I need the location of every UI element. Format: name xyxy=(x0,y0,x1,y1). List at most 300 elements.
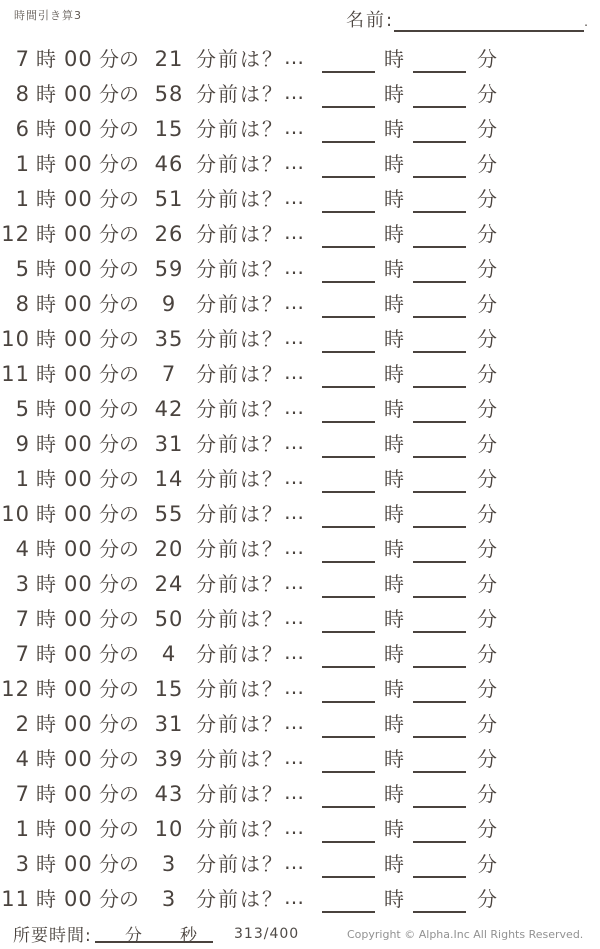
minutes-before-value: 42 xyxy=(154,397,184,421)
minutes-before-value: 59 xyxy=(154,257,184,281)
minutes-before-value: 10 xyxy=(154,817,184,841)
zero-minutes-value: 00 xyxy=(64,852,93,876)
question-label: 分前は？ xyxy=(196,677,284,701)
answer-hour-blank[interactable] xyxy=(322,716,375,738)
hour-unit-label: 時 xyxy=(36,852,56,876)
start-hour-value: 3 xyxy=(15,852,30,876)
answer-hour-blank[interactable] xyxy=(322,261,375,283)
answer-hour-unit-label: 時 xyxy=(384,607,404,631)
answer-hour-blank[interactable] xyxy=(322,576,375,598)
zero-minutes-value: 00 xyxy=(64,327,93,351)
hour-unit-label: 時 xyxy=(36,292,56,316)
ellipsis: … xyxy=(284,570,304,594)
start-hour-value: 6 xyxy=(15,117,30,141)
problem-row xyxy=(0,221,600,256)
zero-minutes-value: 00 xyxy=(64,747,93,771)
question-label: 分前は？ xyxy=(196,362,284,386)
hour-unit-label: 時 xyxy=(36,887,56,911)
answer-hour-unit-label: 時 xyxy=(384,187,404,211)
name-label: 名前: xyxy=(346,10,395,31)
ellipsis: … xyxy=(284,850,304,874)
hour-unit-label: 時 xyxy=(36,607,56,631)
ellipsis: … xyxy=(284,675,304,699)
answer-hour-blank[interactable] xyxy=(322,191,375,213)
question-label: 分前は？ xyxy=(196,887,284,911)
answer-minute-unit-label: 分 xyxy=(477,257,497,281)
ellipsis: … xyxy=(284,255,304,279)
hour-unit-label: 時 xyxy=(36,327,56,351)
hour-unit-label: 時 xyxy=(36,467,56,491)
question-label: 分前は？ xyxy=(196,257,284,281)
answer-minute-blank[interactable] xyxy=(413,611,466,633)
elapsed-time-blank[interactable] xyxy=(95,918,213,946)
answer-hour-blank[interactable] xyxy=(322,331,375,353)
answer-hour-unit-label: 時 xyxy=(384,502,404,526)
start-hour-value: 1 xyxy=(15,467,30,491)
ellipsis: … xyxy=(284,605,304,629)
answer-hour-blank[interactable] xyxy=(322,681,375,703)
zero-minutes-value: 00 xyxy=(64,642,93,666)
answer-minute-blank[interactable] xyxy=(413,856,466,878)
zero-minutes-value: 00 xyxy=(64,292,93,316)
start-hour-value: 5 xyxy=(15,257,30,281)
minutes-before-value: 3 xyxy=(161,887,177,911)
answer-hour-blank[interactable] xyxy=(322,226,375,248)
answer-hour-blank[interactable] xyxy=(322,611,375,633)
minutes-before-value: 15 xyxy=(154,117,184,141)
question-label: 分前は？ xyxy=(196,432,284,456)
problem-row xyxy=(0,606,600,641)
answer-hour-blank[interactable] xyxy=(322,751,375,773)
start-hour-value: 11 xyxy=(1,887,30,911)
answer-minute-blank[interactable] xyxy=(413,751,466,773)
problem-row xyxy=(0,886,600,921)
minutes-before-value: 3 xyxy=(161,852,177,876)
minutes-before-value: 4 xyxy=(161,642,177,666)
minutes-of-label: 分の xyxy=(99,47,139,71)
hour-unit-label: 時 xyxy=(36,82,56,106)
ellipsis: … xyxy=(284,220,304,244)
minutes-before-value: 43 xyxy=(154,782,184,806)
minutes-of-label: 分の xyxy=(99,397,139,421)
answer-minute-blank[interactable] xyxy=(413,191,466,213)
problem-row xyxy=(0,431,600,466)
name-line-end-dot: . xyxy=(584,15,588,29)
answer-hour-blank[interactable] xyxy=(322,786,375,808)
problem-row xyxy=(0,501,600,536)
hour-unit-label: 時 xyxy=(36,257,56,281)
ellipsis: … xyxy=(284,885,304,909)
answer-minute-blank[interactable] xyxy=(413,366,466,388)
question-label: 分前は？ xyxy=(196,852,284,876)
answer-hour-unit-label: 時 xyxy=(384,747,404,771)
minutes-of-label: 分の xyxy=(99,712,139,736)
elapsed-minutes-unit: 分 xyxy=(125,926,142,946)
problem-row xyxy=(0,746,600,781)
ellipsis: … xyxy=(284,815,304,839)
start-hour-value: 7 xyxy=(15,47,30,71)
problem-row xyxy=(0,711,600,746)
minutes-before-value: 55 xyxy=(154,502,184,526)
ellipsis: … xyxy=(284,500,304,524)
minutes-before-value: 46 xyxy=(154,152,184,176)
answer-minute-unit-label: 分 xyxy=(477,887,497,911)
minutes-before-value: 14 xyxy=(154,467,184,491)
problem-row xyxy=(0,466,600,501)
answer-minute-unit-label: 分 xyxy=(477,852,497,876)
problems-list xyxy=(0,46,600,921)
question-label: 分前は？ xyxy=(196,572,284,596)
start-hour-value: 12 xyxy=(1,677,30,701)
start-hour-value: 10 xyxy=(1,327,30,351)
minutes-of-label: 分の xyxy=(99,852,139,876)
zero-minutes-value: 00 xyxy=(64,712,93,736)
ellipsis: … xyxy=(284,115,304,139)
answer-minute-blank[interactable] xyxy=(413,646,466,668)
start-hour-value: 12 xyxy=(1,222,30,246)
answer-minute-blank[interactable] xyxy=(413,506,466,528)
minutes-before-value: 39 xyxy=(154,747,184,771)
answer-minute-unit-label: 分 xyxy=(477,712,497,736)
start-hour-value: 11 xyxy=(1,362,30,386)
zero-minutes-value: 00 xyxy=(64,152,93,176)
answer-minute-unit-label: 分 xyxy=(477,362,497,386)
problem-row xyxy=(0,571,600,606)
minutes-before-value: 31 xyxy=(154,712,184,736)
minutes-before-value: 58 xyxy=(154,82,184,106)
answer-minute-blank[interactable] xyxy=(413,541,466,563)
hour-unit-label: 時 xyxy=(36,152,56,176)
answer-hour-blank[interactable] xyxy=(322,646,375,668)
answer-hour-unit-label: 時 xyxy=(384,572,404,596)
start-hour-value: 1 xyxy=(15,817,30,841)
question-label: 分前は？ xyxy=(196,607,284,631)
minutes-of-label: 分の xyxy=(99,642,139,666)
hour-unit-label: 時 xyxy=(36,782,56,806)
minutes-before-value: 35 xyxy=(154,327,184,351)
hour-unit-label: 時 xyxy=(36,537,56,561)
hour-unit-label: 時 xyxy=(36,747,56,771)
answer-hour-unit-label: 時 xyxy=(384,362,404,386)
start-hour-value: 3 xyxy=(15,572,30,596)
start-hour-value: 7 xyxy=(15,782,30,806)
answer-hour-blank[interactable] xyxy=(322,156,375,178)
answer-minute-blank[interactable] xyxy=(413,261,466,283)
problem-row xyxy=(0,641,600,676)
answer-minute-blank[interactable] xyxy=(413,86,466,108)
minutes-of-label: 分の xyxy=(99,362,139,386)
zero-minutes-value: 00 xyxy=(64,47,93,71)
answer-minute-unit-label: 分 xyxy=(477,152,497,176)
answer-hour-blank[interactable] xyxy=(322,856,375,878)
minutes-of-label: 分の xyxy=(99,432,139,456)
ellipsis: … xyxy=(284,465,304,489)
question-label: 分前は？ xyxy=(196,327,284,351)
hour-unit-label: 時 xyxy=(36,502,56,526)
zero-minutes-value: 00 xyxy=(64,222,93,246)
answer-hour-blank[interactable] xyxy=(322,471,375,493)
answer-minute-blank[interactable] xyxy=(413,436,466,458)
problem-row xyxy=(0,46,600,81)
minutes-of-label: 分の xyxy=(99,782,139,806)
answer-hour-unit-label: 時 xyxy=(384,327,404,351)
zero-minutes-value: 00 xyxy=(64,362,93,386)
answer-hour-blank[interactable] xyxy=(322,296,375,318)
hour-unit-label: 時 xyxy=(36,187,56,211)
start-hour-value: 1 xyxy=(15,152,30,176)
start-hour-value: 2 xyxy=(15,712,30,736)
question-label: 分前は？ xyxy=(196,82,284,106)
answer-minute-blank[interactable] xyxy=(413,296,466,318)
answer-hour-blank[interactable] xyxy=(322,401,375,423)
answer-hour-unit-label: 時 xyxy=(384,152,404,176)
problem-row xyxy=(0,536,600,571)
minutes-before-value: 31 xyxy=(154,432,184,456)
answer-minute-unit-label: 分 xyxy=(477,327,497,351)
minutes-of-label: 分の xyxy=(99,677,139,701)
minutes-of-label: 分の xyxy=(99,502,139,526)
answer-minute-unit-label: 分 xyxy=(477,747,497,771)
minutes-of-label: 分の xyxy=(99,117,139,141)
question-label: 分前は？ xyxy=(196,397,284,421)
start-hour-value: 8 xyxy=(15,82,30,106)
name-input-line[interactable] xyxy=(394,15,584,32)
answer-minute-unit-label: 分 xyxy=(477,432,497,456)
minutes-before-value: 21 xyxy=(154,47,184,71)
zero-minutes-value: 00 xyxy=(64,467,93,491)
question-label: 分前は？ xyxy=(196,222,284,246)
minutes-of-label: 分の xyxy=(99,187,139,211)
answer-minute-blank[interactable] xyxy=(413,576,466,598)
zero-minutes-value: 00 xyxy=(64,607,93,631)
ellipsis: … xyxy=(284,640,304,664)
hour-unit-label: 時 xyxy=(36,47,56,71)
answer-minute-blank[interactable] xyxy=(413,821,466,843)
zero-minutes-value: 00 xyxy=(64,537,93,561)
answer-hour-blank[interactable] xyxy=(322,436,375,458)
answer-minute-unit-label: 分 xyxy=(477,502,497,526)
answer-minute-blank[interactable] xyxy=(413,891,466,913)
minutes-of-label: 分の xyxy=(99,257,139,281)
zero-minutes-value: 00 xyxy=(64,502,93,526)
ellipsis: … xyxy=(284,535,304,559)
start-hour-value: 8 xyxy=(15,292,30,316)
minutes-before-value: 9 xyxy=(161,292,177,316)
answer-minute-blank[interactable] xyxy=(413,681,466,703)
problem-row xyxy=(0,361,600,396)
minutes-of-label: 分の xyxy=(99,467,139,491)
answer-minute-blank[interactable] xyxy=(413,401,466,423)
hour-unit-label: 時 xyxy=(36,677,56,701)
problem-row xyxy=(0,326,600,361)
start-hour-value: 5 xyxy=(15,397,30,421)
answer-minute-unit-label: 分 xyxy=(477,222,497,246)
answer-hour-unit-label: 時 xyxy=(384,292,404,316)
hour-unit-label: 時 xyxy=(36,222,56,246)
hour-unit-label: 時 xyxy=(36,817,56,841)
answer-minute-blank[interactable] xyxy=(413,331,466,353)
problem-row xyxy=(0,151,600,186)
answer-minute-blank[interactable] xyxy=(413,51,466,73)
ellipsis: … xyxy=(284,45,304,69)
answer-minute-unit-label: 分 xyxy=(477,47,497,71)
start-hour-value: 4 xyxy=(15,537,30,561)
answer-hour-unit-label: 時 xyxy=(384,257,404,281)
answer-minute-blank[interactable] xyxy=(413,156,466,178)
answer-minute-unit-label: 分 xyxy=(477,292,497,316)
problem-row xyxy=(0,291,600,326)
zero-minutes-value: 00 xyxy=(64,117,93,141)
problem-row xyxy=(0,396,600,431)
answer-hour-unit-label: 時 xyxy=(384,712,404,736)
answer-minute-unit-label: 分 xyxy=(477,187,497,211)
minutes-of-label: 分の xyxy=(99,607,139,631)
start-hour-value: 7 xyxy=(15,642,30,666)
answer-hour-blank[interactable] xyxy=(322,51,375,73)
start-hour-value: 4 xyxy=(15,747,30,771)
answer-minute-unit-label: 分 xyxy=(477,572,497,596)
question-label: 分前は？ xyxy=(196,117,284,141)
question-label: 分前は？ xyxy=(196,502,284,526)
answer-minute-unit-label: 分 xyxy=(477,82,497,106)
answer-minute-unit-label: 分 xyxy=(477,467,497,491)
answer-hour-unit-label: 時 xyxy=(384,852,404,876)
minutes-before-value: 51 xyxy=(154,187,184,211)
ellipsis: … xyxy=(284,360,304,384)
hour-unit-label: 時 xyxy=(36,117,56,141)
ellipsis: … xyxy=(284,710,304,734)
question-label: 分前は？ xyxy=(196,187,284,211)
minutes-of-label: 分の xyxy=(99,572,139,596)
answer-hour-unit-label: 時 xyxy=(384,82,404,106)
answer-hour-unit-label: 時 xyxy=(384,222,404,246)
question-label: 分前は？ xyxy=(196,47,284,71)
problem-row xyxy=(0,186,600,221)
start-hour-value: 7 xyxy=(15,607,30,631)
answer-minute-unit-label: 分 xyxy=(477,537,497,561)
page-counter: 313/400 xyxy=(234,926,300,942)
minutes-of-label: 分の xyxy=(99,292,139,316)
minutes-before-value: 20 xyxy=(154,537,184,561)
elapsed-seconds-unit: 秒 xyxy=(180,926,197,946)
answer-hour-unit-label: 時 xyxy=(384,467,404,491)
zero-minutes-value: 00 xyxy=(64,187,93,211)
answer-hour-unit-label: 時 xyxy=(384,817,404,841)
ellipsis: … xyxy=(284,325,304,349)
answer-minute-blank[interactable] xyxy=(413,121,466,143)
answer-hour-unit-label: 時 xyxy=(384,887,404,911)
answer-hour-blank[interactable] xyxy=(322,86,375,108)
minutes-before-value: 50 xyxy=(154,607,184,631)
ellipsis: … xyxy=(284,185,304,209)
ellipsis: … xyxy=(284,430,304,454)
elapsed-time-label: 所要時間: xyxy=(13,926,92,946)
problem-row xyxy=(0,81,600,116)
ellipsis: … xyxy=(284,745,304,769)
problem-row xyxy=(0,116,600,151)
answer-minute-unit-label: 分 xyxy=(477,642,497,666)
question-label: 分前は？ xyxy=(196,642,284,666)
answer-hour-blank[interactable] xyxy=(322,541,375,563)
ellipsis: … xyxy=(284,80,304,104)
minutes-of-label: 分の xyxy=(99,82,139,106)
answer-minute-blank[interactable] xyxy=(413,716,466,738)
question-label: 分前は？ xyxy=(196,747,284,771)
question-label: 分前は？ xyxy=(196,537,284,561)
answer-minute-blank[interactable] xyxy=(413,786,466,808)
answer-minute-unit-label: 分 xyxy=(477,117,497,141)
answer-hour-unit-label: 時 xyxy=(384,47,404,71)
answer-hour-blank[interactable] xyxy=(322,821,375,843)
answer-hour-blank[interactable] xyxy=(322,891,375,913)
answer-hour-unit-label: 時 xyxy=(384,782,404,806)
ellipsis: … xyxy=(284,780,304,804)
zero-minutes-value: 00 xyxy=(64,887,93,911)
answer-hour-blank[interactable] xyxy=(322,506,375,528)
answer-minute-blank[interactable] xyxy=(413,226,466,248)
minutes-before-value: 7 xyxy=(161,362,177,386)
answer-hour-blank[interactable] xyxy=(322,121,375,143)
zero-minutes-value: 00 xyxy=(64,397,93,421)
question-label: 分前は？ xyxy=(196,817,284,841)
ellipsis: … xyxy=(284,150,304,174)
zero-minutes-value: 00 xyxy=(64,432,93,456)
question-label: 分前は？ xyxy=(196,292,284,316)
answer-minute-unit-label: 分 xyxy=(477,677,497,701)
start-hour-value: 1 xyxy=(15,187,30,211)
question-label: 分前は？ xyxy=(196,467,284,491)
problem-row xyxy=(0,851,600,886)
start-hour-value: 10 xyxy=(1,502,30,526)
answer-hour-unit-label: 時 xyxy=(384,117,404,141)
problem-row xyxy=(0,256,600,291)
footer xyxy=(0,918,600,949)
hour-unit-label: 時 xyxy=(36,712,56,736)
minutes-of-label: 分の xyxy=(99,537,139,561)
minutes-of-label: 分の xyxy=(99,817,139,841)
question-label: 分前は？ xyxy=(196,712,284,736)
copyright-text: Copyright © Alpha.Inc All Rights Reserved. xyxy=(347,928,584,941)
hour-unit-label: 時 xyxy=(36,362,56,386)
zero-minutes-value: 00 xyxy=(64,572,93,596)
question-label: 分前は？ xyxy=(196,782,284,806)
hour-unit-label: 時 xyxy=(36,572,56,596)
page-title: 時間引き算3 xyxy=(14,9,82,22)
minutes-of-label: 分の xyxy=(99,152,139,176)
hour-unit-label: 時 xyxy=(36,642,56,666)
question-label: 分前は？ xyxy=(196,152,284,176)
minutes-of-label: 分の xyxy=(99,887,139,911)
answer-hour-unit-label: 時 xyxy=(384,642,404,666)
answer-hour-unit-label: 時 xyxy=(384,537,404,561)
answer-minute-blank[interactable] xyxy=(413,471,466,493)
answer-hour-blank[interactable] xyxy=(322,366,375,388)
start-hour-value: 9 xyxy=(15,432,30,456)
problem-row xyxy=(0,816,600,851)
problem-row xyxy=(0,781,600,816)
minutes-of-label: 分の xyxy=(99,222,139,246)
ellipsis: … xyxy=(284,395,304,419)
answer-hour-unit-label: 時 xyxy=(384,432,404,456)
answer-minute-unit-label: 分 xyxy=(477,817,497,841)
hour-unit-label: 時 xyxy=(36,432,56,456)
zero-minutes-value: 00 xyxy=(64,677,93,701)
zero-minutes-value: 00 xyxy=(64,817,93,841)
zero-minutes-value: 00 xyxy=(64,257,93,281)
zero-minutes-value: 00 xyxy=(64,82,93,106)
minutes-before-value: 24 xyxy=(154,572,184,596)
minutes-before-value: 15 xyxy=(154,677,184,701)
